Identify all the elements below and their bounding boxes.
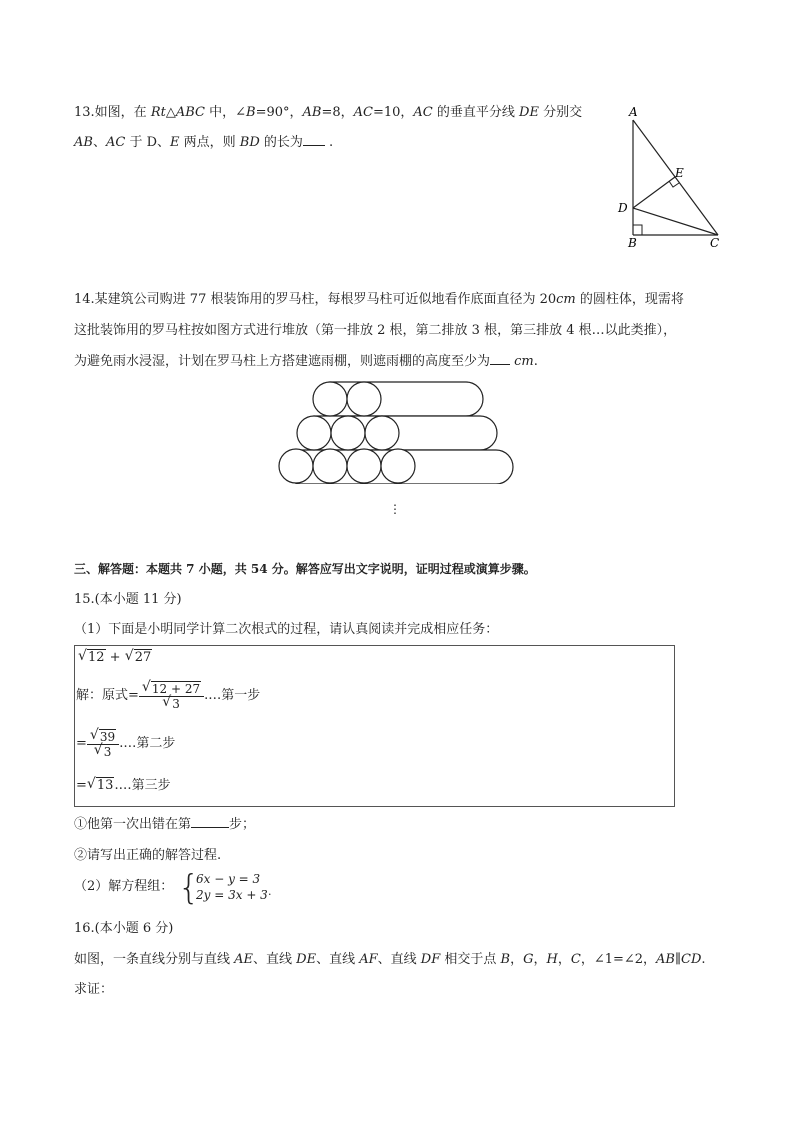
q15-task2: ②请写出正确的解答过程. — [74, 848, 222, 863]
q15-task1: ①他第一次出错在第 步； — [74, 817, 256, 832]
q14-line3: 为避免雨水浸湿，计划在罗马柱上方搭建遮雨棚，则遮雨棚的高度至少为 cm. — [74, 354, 538, 369]
q16-line2: 求证： — [74, 982, 114, 997]
q15-part1-intro: （1）下面是小明同学计算二次根式的过程，请认真阅读并完成相应任务： — [74, 622, 499, 637]
answer-blank-q15-step[interactable] — [191, 827, 229, 828]
q14-line1: 14.某建筑公司购进 77 根装饰用的罗马柱，每根罗马柱可近似地看作底面直径为 20cm 的圆柱体，现需将 — [74, 292, 684, 307]
q15-box-step1: 解：原式= √ 12 + 27 √ 3 .…第一步 — [76, 680, 260, 713]
section3-heading: 三、解答题：本题共 7 小题，共 54 分。解答应写出文字说明，证明过程或演算步骤。 — [74, 562, 536, 576]
pillar-end — [279, 449, 313, 483]
pillar-end — [331, 416, 365, 450]
q14-pillar-stack-figure — [270, 378, 520, 484]
pillar-end — [313, 449, 347, 483]
q15-title: 15.(本小题 11 分) — [74, 592, 182, 607]
label-c: C — [710, 236, 720, 250]
pillar-end — [365, 416, 399, 450]
label-b: B — [628, 236, 637, 250]
segment-de — [633, 177, 675, 208]
label-d: D — [618, 201, 628, 215]
q15-equation-2: 2y = 3x + 3 — [196, 888, 268, 902]
q15-part2-label: （2）解方程组： — [74, 879, 174, 894]
q15-box-step3: =√ 13.…第三步 — [76, 777, 171, 795]
pillar-end — [347, 382, 381, 416]
q15-box-step2: = √ 39 √ 3 .…第二步 — [76, 728, 175, 761]
answer-blank-q13[interactable] — [303, 145, 325, 146]
equation-system-brace: { — [178, 868, 200, 908]
q13-line1: 13.如图，在 Rt△ABC 中，∠B=90°，AB=8，AC=10，AC 的垂直平分线 DE 分别交 — [74, 105, 583, 120]
answer-blank-q14[interactable] — [490, 364, 510, 365]
q16-line1: 如图，一条直线分别与直线 AE、直线 DE、直线 AF、直线 DF 相交于点 B，G，H，C，∠1=∠2，AB∥CD. — [74, 952, 706, 967]
q15-equation-1: 6x − y = 3 — [196, 872, 261, 886]
right-angle-mark-e — [669, 181, 679, 187]
right-angle-mark-b — [633, 225, 642, 235]
q14-line2: 这批装饰用的罗马柱按如图方式进行堆放（第一排放 2 根，第二排放 3 根，第三排放 4 根…以此类推）， — [74, 323, 677, 338]
pillar-end — [313, 382, 347, 416]
q13-line2: AB、AC 于 D、E 两点，则 BD 的长为 . — [74, 135, 334, 150]
q14-ellipsis: ⋮ — [389, 502, 401, 516]
pillar-end — [381, 449, 415, 483]
label-a: A — [629, 105, 638, 119]
q13-triangle-figure — [612, 104, 732, 254]
q15-box-expression: √ 12 + √ 27 — [78, 649, 152, 667]
pillar-end — [297, 416, 331, 450]
segment-dc — [633, 208, 718, 235]
q16-title: 16.(本小题 6 分) — [74, 921, 174, 936]
pillar-end — [347, 449, 381, 483]
label-e: E — [675, 166, 684, 180]
q15-equation-end: . — [268, 885, 272, 898]
